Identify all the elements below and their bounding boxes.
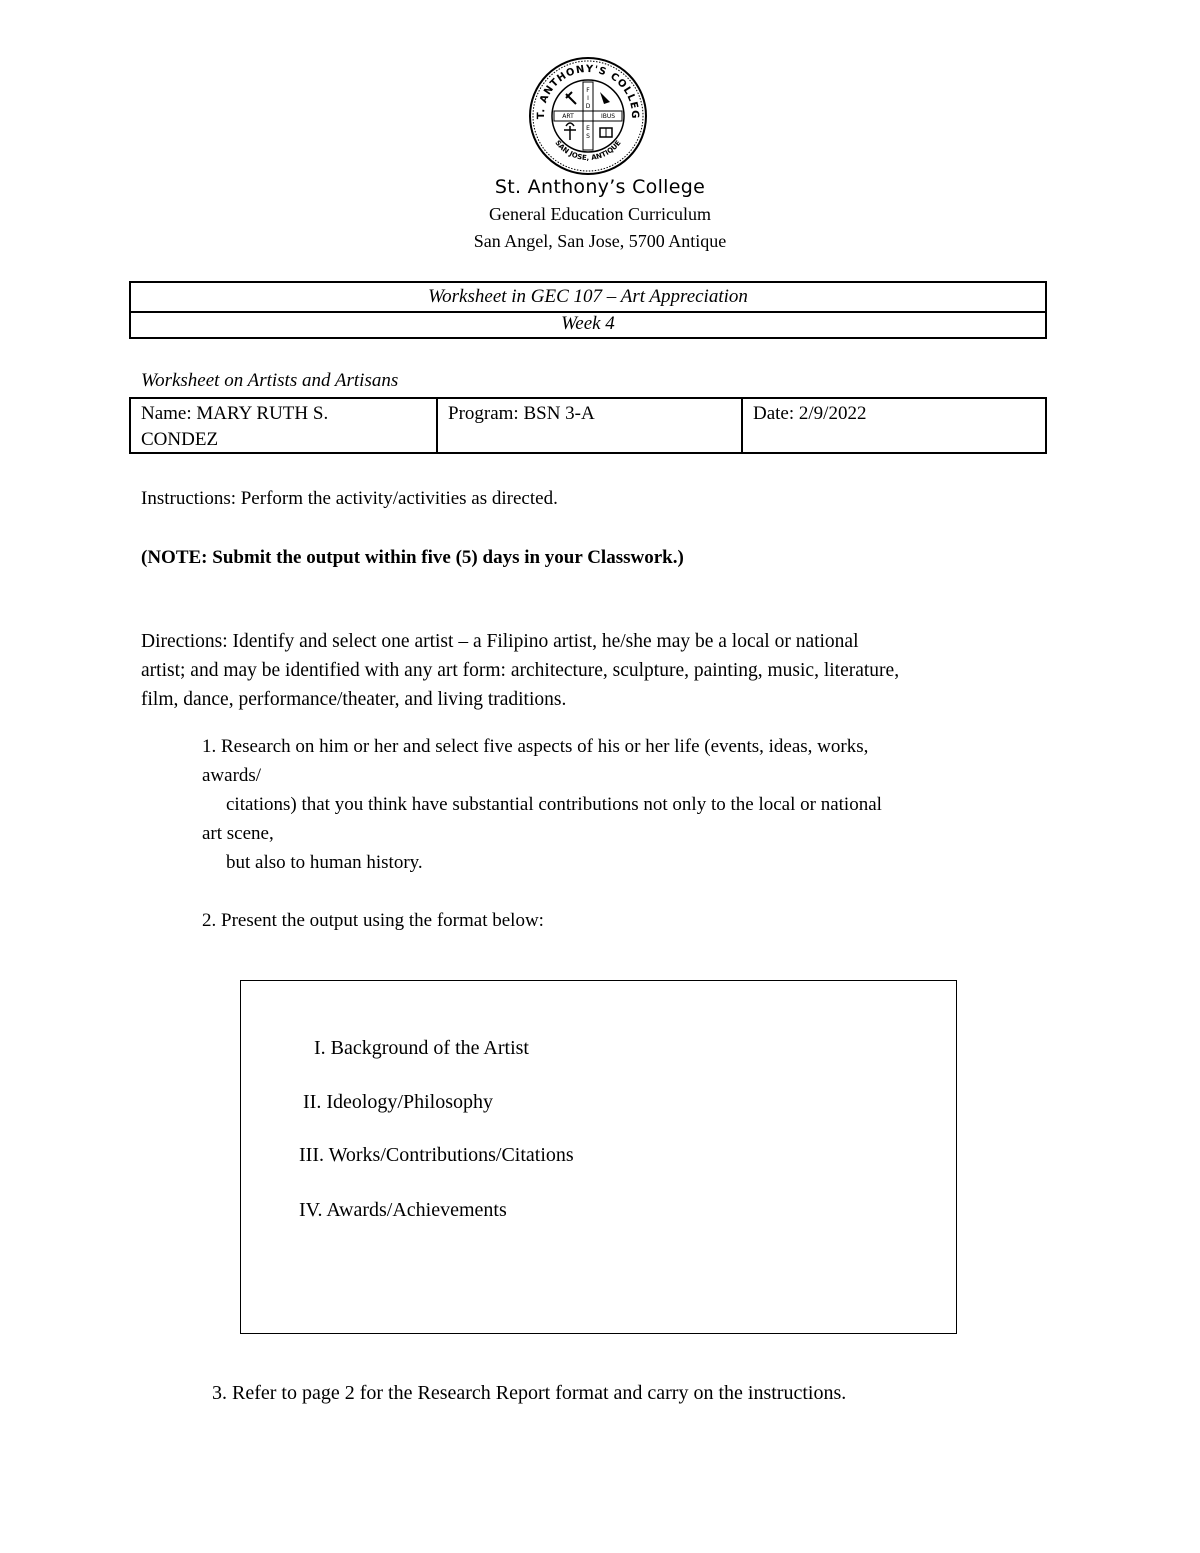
college-seal-logo bbox=[528, 56, 648, 176]
college-name: St. Anthony’s College bbox=[494, 176, 706, 198]
svg-text:I: I bbox=[587, 95, 589, 102]
step-1-line: citations) that you think have substantial contributions not only to the local or national bbox=[226, 794, 882, 815]
directions-paragraph bbox=[141, 627, 1071, 714]
step-1-line: 1. Research on him or her and select five aspects of his or her life (events, ideas, works, bbox=[202, 736, 869, 757]
step-1-line: awards/ bbox=[202, 765, 262, 786]
svg-text:E: E bbox=[586, 125, 590, 132]
worksheet-subtitle: Worksheet on Artists and Artisans bbox=[141, 370, 399, 391]
step-1-line: but also to human history. bbox=[226, 852, 423, 873]
date-cell: Date: 2/9/2022 bbox=[753, 403, 867, 424]
svg-text:S: S bbox=[586, 133, 590, 140]
step-1 bbox=[202, 732, 882, 877]
svg-text:ART: ART bbox=[562, 113, 574, 120]
college-address: San Angel, San Jose, 5700 Antique bbox=[473, 231, 727, 251]
instructions-text: Instructions: Perform the activity/activities as directed. bbox=[141, 488, 558, 509]
submission-note: (NOTE: Submit the output within five (5) days in your Classwork.) bbox=[141, 547, 684, 568]
student-name-cell: Name: MARY RUTH S. CONDEZ bbox=[131, 399, 438, 452]
format-item-background: I. Background of the Artist bbox=[314, 1037, 529, 1059]
step-1-line: art scene, bbox=[202, 823, 274, 844]
svg-text:D: D bbox=[585, 103, 591, 110]
seal-icon bbox=[528, 56, 648, 176]
curriculum-label: General Education Curriculum bbox=[489, 204, 711, 224]
step-2: 2. Present the output using the format below: bbox=[202, 910, 544, 931]
svg-text:SAN JOSE, ANTIQUE: SAN JOSE, ANTIQUE bbox=[553, 138, 623, 163]
svg-text:F: F bbox=[586, 87, 590, 94]
format-item-works: III. Works/Contributions/Citations bbox=[299, 1144, 574, 1166]
svg-text:ST. ANTHONY'S COLLEGE: T. ANTHONY'S COLLEG bbox=[535, 63, 641, 120]
program-cell: Program: BSN 3-A bbox=[438, 399, 743, 452]
directions-line: artist; and may be identified with any art form: architecture, sculpture, painting, music, literature, bbox=[141, 660, 900, 681]
student-info-table bbox=[129, 397, 1047, 454]
format-item-ideology: II. Ideology/Philosophy bbox=[303, 1091, 493, 1113]
directions-line: Directions: Identify and select one artist – a Filipino artist, he/she may be a local or national bbox=[141, 631, 859, 652]
worksheet-title: Worksheet in GEC 107 – Art Appreciation bbox=[131, 283, 1045, 313]
title-table bbox=[129, 281, 1047, 339]
directions-line: film, dance, performance/theater, and living traditions. bbox=[141, 689, 567, 710]
format-item-awards: IV. Awards/Achievements bbox=[299, 1199, 507, 1221]
svg-text:IBUS: IBUS bbox=[600, 113, 616, 120]
step-3: 3. Refer to page 2 for the Research Report format and carry on the instructions. bbox=[212, 1382, 847, 1404]
output-format-box bbox=[240, 980, 957, 1334]
week-label: Week 4 bbox=[561, 313, 615, 334]
